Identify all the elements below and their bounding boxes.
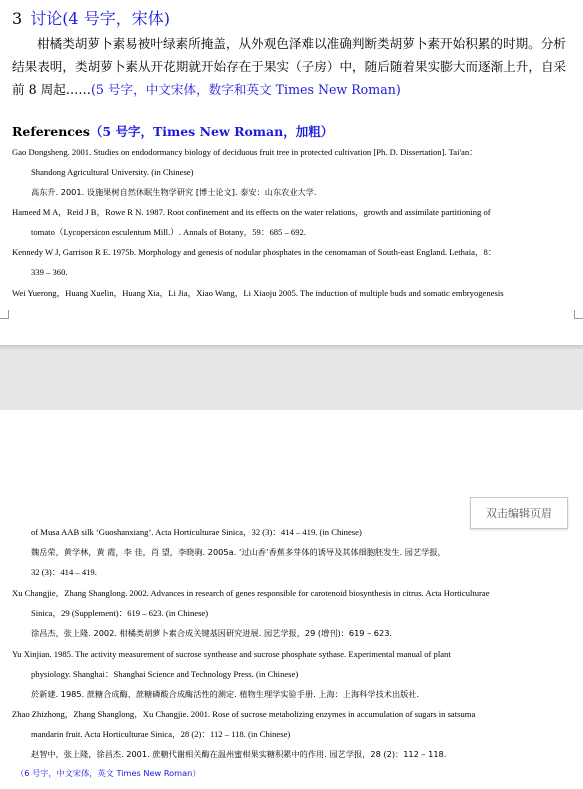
references-footer-note: （6 号字，中文宋体，英文 Times New Roman） (16, 768, 201, 778)
section-title: 讨论(4 号字，宋体) (30, 9, 170, 28)
reference-line: Kennedy W J, Garrison R E. 1975b. Morphology and genesis of nodular phosphates in the cenomaman of South-east England. Lethaia，8： (12, 247, 497, 257)
reference-line: 魏岳荣，黄学林，黄 霞，李 佳，肖 望，李晓驹. 2005a. ‘过山香’香蕉多芽体的诱导及其体细胞胚发生. 园艺学报， (31, 547, 446, 557)
reference-line: physiology. Shanghai：Shanghai Science and Technology Press. (in Chinese) (31, 669, 299, 679)
reference-line: Hameed M A，Reid J B，Rowe R N. 1987. Root confinement and its effects on the water relations，growth and assimilate partitioning of (12, 207, 491, 217)
paragraph-format-note: (5 号字，中文宋体，数字和英文 Times New Roman) (91, 82, 401, 97)
reference-line: 高东升. 2001. 设施果树自然休眠生物学研究 [博士论文]. 泰安：山东农业大学. (31, 187, 317, 197)
section-heading (12, 6, 170, 29)
reference-line: Zhao Zhizhong，Zhang Shanglong，Xu Changjie. 2001. Rose of sucrose metabolizing enzymes in accumulation of sugars in satsuma (12, 709, 476, 719)
reference-line: mandarin fruit. Acta Horticulturae Sinica，28 (2)：112 – 118. (in Chinese) (31, 729, 291, 739)
references-title: References (12, 124, 90, 139)
reference-line: 赵智中，张上隆，徐昌杰. 2001. 蔗糖代谢相关酶在温州蜜柑果实糖积累中的作用. 园艺学报，28 (2)：112 – 118. (31, 749, 447, 759)
page-corner-mark-left (0, 310, 9, 319)
reference-line: 32 (3)：414 – 419. (31, 567, 97, 577)
references-format-note: （5 号字，Times New Roman，加粗） (89, 124, 334, 139)
page-corner-mark-right (574, 310, 583, 319)
reference-line: tomato（Lycopersicon esculentum Mill.）. Annals of Botany，59：685 – 692. (31, 227, 306, 237)
reference-line: of Musa AAB silk ‘Guoshanxiang’. Acta Horticulturae Sinica，32 (3)：414 – 419. (in Chinese) (31, 527, 362, 537)
reference-line: Wei Yuerong，Huang Xuelin，Huang Xia，Li Jia，Xiao Wang，Li Xiaoju 2005. The induction of multiple buds and somatic embryogenesis (12, 288, 504, 298)
reference-line: Xu Changjie，Zhang Shanglong. 2002. Advances in research of genes responsible for carotenoid biosynthesis in citrus. Acta Horticulturae (12, 588, 490, 598)
paragraph-text: 柑橘类胡萝卜素易被叶绿素所掩盖，从外观色泽难以准确判断类胡萝卜素开始积累的时期。分析结果表明，类胡萝卜素从开花期就开始存在于果实（子房）中，随后随着果实膨大而逐渐上升，自采前 8 周起…… (12, 36, 567, 97)
reference-line: Shandong Agricultural University. (in Chinese) (31, 167, 194, 177)
edit-header-hint-button[interactable]: 双击编辑页眉 (470, 497, 568, 529)
reference-line: Gao Dongsheng. 2001. Studies on endodormancy biology of deciduous fruit tree in protected cultivation [Ph. D. Dissertation]. Tai'an： (12, 147, 478, 157)
references-heading (12, 122, 333, 140)
reference-line: Sinica，29 (Supplement)：619 – 623. (in Chinese) (31, 608, 209, 618)
page-gap (0, 345, 583, 410)
reference-line: 徐昌杰，张上隆. 2002. 柑橘类胡萝卜素合成关键基因研究进展. 园艺学报，29 (增刊)：619 – 623. (31, 628, 393, 638)
reference-line: Yu Xinjian. 1985. The activity measurement of sucrose synthease and sucrose phosphate sythase. Experimental manual of plant (12, 649, 451, 659)
discussion-paragraph (12, 32, 568, 101)
section-number: 3 (12, 9, 23, 28)
reference-line: 339 – 360. (31, 267, 68, 277)
reference-line: 於新建. 1985. 蔗糖合成酶、蔗糖磷酸合成酶活性的测定. 植物生理学实验手册. 上海：上海科学技术出版社. (31, 689, 420, 699)
